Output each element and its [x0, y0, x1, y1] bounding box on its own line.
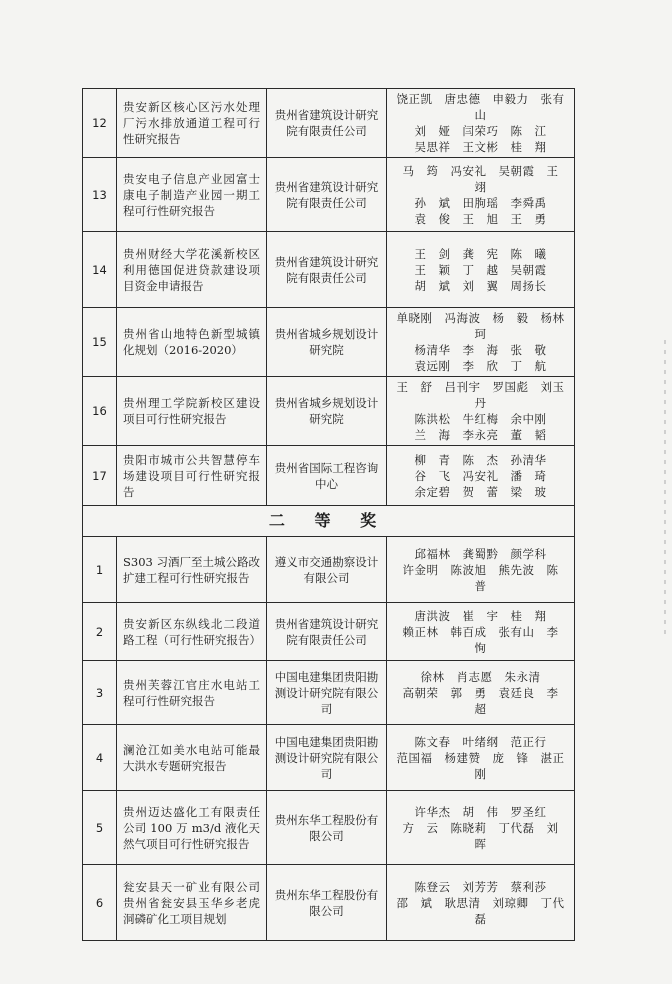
project-name: 贵阳市城市公共智慧停车场建设项目可行性研究报告 — [117, 446, 267, 506]
row-number: 3 — [83, 661, 117, 725]
row-number: 4 — [83, 725, 117, 791]
personnel-names: 陈登云 刘芳芳 蔡利莎 邵 斌 耿思清 刘琼卿 丁代磊 — [387, 865, 575, 941]
unit-name: 贵州东华工程股份有限公司 — [267, 791, 387, 865]
row-number: 12 — [83, 89, 117, 158]
personnel-names: 饶正凯 唐忠德 申毅力 张有山 刘 娅 闫荣巧 陈 江 吴思祥 王文彬 桂 翔 — [387, 89, 575, 158]
table-row — [83, 308, 575, 377]
unit-name: 贵州省城乡规划设计研究院 — [267, 377, 387, 446]
table-row — [83, 791, 575, 865]
personnel-names: 单晓刚 冯海波 杨 毅 杨林珂 杨清华 李 海 张 敬 袁远刚 李 欣 丁 航 — [387, 308, 575, 377]
row-number: 14 — [83, 232, 117, 308]
project-name: 贵州迈达盛化工有限责任公司 100 万 m3/d 液化天然气项目可行性研究报告 — [117, 791, 267, 865]
project-name: 贵州理工学院新校区建设项目可行性研究报告 — [117, 377, 267, 446]
unit-name: 中国电建集团贵阳勘测设计研究院有限公司 — [267, 661, 387, 725]
project-name: 贵安新区核心区污水处理厂污水排放通道工程可行性研究报告 — [117, 89, 267, 158]
unit-name: 贵州省建筑设计研究院有限责任公司 — [267, 158, 387, 232]
unit-name: 贵州省建筑设计研究院有限责任公司 — [267, 603, 387, 661]
unit-name: 贵州省城乡规划设计研究院 — [267, 308, 387, 377]
table-row — [83, 377, 575, 446]
table-row — [83, 537, 575, 603]
project-name: 贵州芙蓉江官庄水电站工程可行性研究报告 — [117, 661, 267, 725]
project-name: 瓮安县天一矿业有限公司贵州省瓮安县玉华乡老虎洞磷矿化工项目规划 — [117, 865, 267, 941]
table-row — [83, 446, 575, 506]
personnel-names: 王 舒 吕刊宇 罗国彪 刘玉丹 陈洪松 牛红梅 余中刚 兰 海 李永亮 董 韬 — [387, 377, 575, 446]
personnel-names: 邱福林 龚蜀黔 颜学科 许金明 陈波旭 熊先波 陈 普 — [387, 537, 575, 603]
project-name: 贵安新区东纵线北二段道路工程（可行性研究报告） — [117, 603, 267, 661]
personnel-names: 王 剑 龚 宪 陈 曦 王 颖 丁 越 吴朝霞 胡 斌 刘 翼 周扬长 — [387, 232, 575, 308]
project-name: 贵州财经大学花溪新校区利用德国促进贷款建设项目资金申请报告 — [117, 232, 267, 308]
unit-name: 贵州东华工程股份有限公司 — [267, 865, 387, 941]
table-row — [83, 158, 575, 232]
table-row — [83, 661, 575, 725]
unit-name: 贵州省国际工程咨询中心 — [267, 446, 387, 506]
personnel-names: 马 筠 冯安礼 吴朝霞 王 翊 孙 斌 田朐瑶 李舜禹 袁 俊 王 旭 王 勇 — [387, 158, 575, 232]
row-number: 1 — [83, 537, 117, 603]
personnel-names: 许华杰 胡 伟 罗圣红 方 云 陈晓莉 丁代磊 刘 晖 — [387, 791, 575, 865]
binding-edge-mark — [662, 340, 668, 640]
row-number: 5 — [83, 791, 117, 865]
project-name: S303 习酒厂至土城公路改扩建工程可行性研究报告 — [117, 537, 267, 603]
section-header-row — [83, 506, 575, 537]
table-row — [83, 603, 575, 661]
personnel-names: 陈文春 叶绪纲 范正行 范国福 杨建赞 庞 锋 湛正刚 — [387, 725, 575, 791]
unit-name: 遵义市交通勘察设计有限公司 — [267, 537, 387, 603]
personnel-names: 柳 青 陈 杰 孙清华 谷 飞 冯安礼 潘 琦 余定碧 贺 蕾 梁 玻 — [387, 446, 575, 506]
personnel-names: 徐林 肖志愿 朱永清 高朝荣 郭 勇 袁廷良 李 超 — [387, 661, 575, 725]
personnel-names: 唐洪波 崔 宇 桂 翔 赖正林 韩百成 张有山 李 恂 — [387, 603, 575, 661]
row-number: 6 — [83, 865, 117, 941]
unit-name: 贵州省建筑设计研究院有限责任公司 — [267, 89, 387, 158]
awards-table — [82, 88, 575, 941]
row-number: 16 — [83, 377, 117, 446]
row-number: 15 — [83, 308, 117, 377]
section-title: 二 等 奖 — [83, 506, 575, 537]
unit-name: 中国电建集团贵阳勘测设计研究院有限公司 — [267, 725, 387, 791]
table-row — [83, 725, 575, 791]
project-name: 贵安电子信息产业园富士康电子制造产业园一期工程可行性研究报告 — [117, 158, 267, 232]
row-number: 2 — [83, 603, 117, 661]
row-number: 17 — [83, 446, 117, 506]
project-name: 贵州省山地特色新型城镇化规划（2016-2020） — [117, 308, 267, 377]
table-row — [83, 865, 575, 941]
unit-name: 贵州省建筑设计研究院有限责任公司 — [267, 232, 387, 308]
row-number: 13 — [83, 158, 117, 232]
project-name: 澜沧江如美水电站可能最大洪水专题研究报告 — [117, 725, 267, 791]
table-row — [83, 89, 575, 158]
table-row — [83, 232, 575, 308]
